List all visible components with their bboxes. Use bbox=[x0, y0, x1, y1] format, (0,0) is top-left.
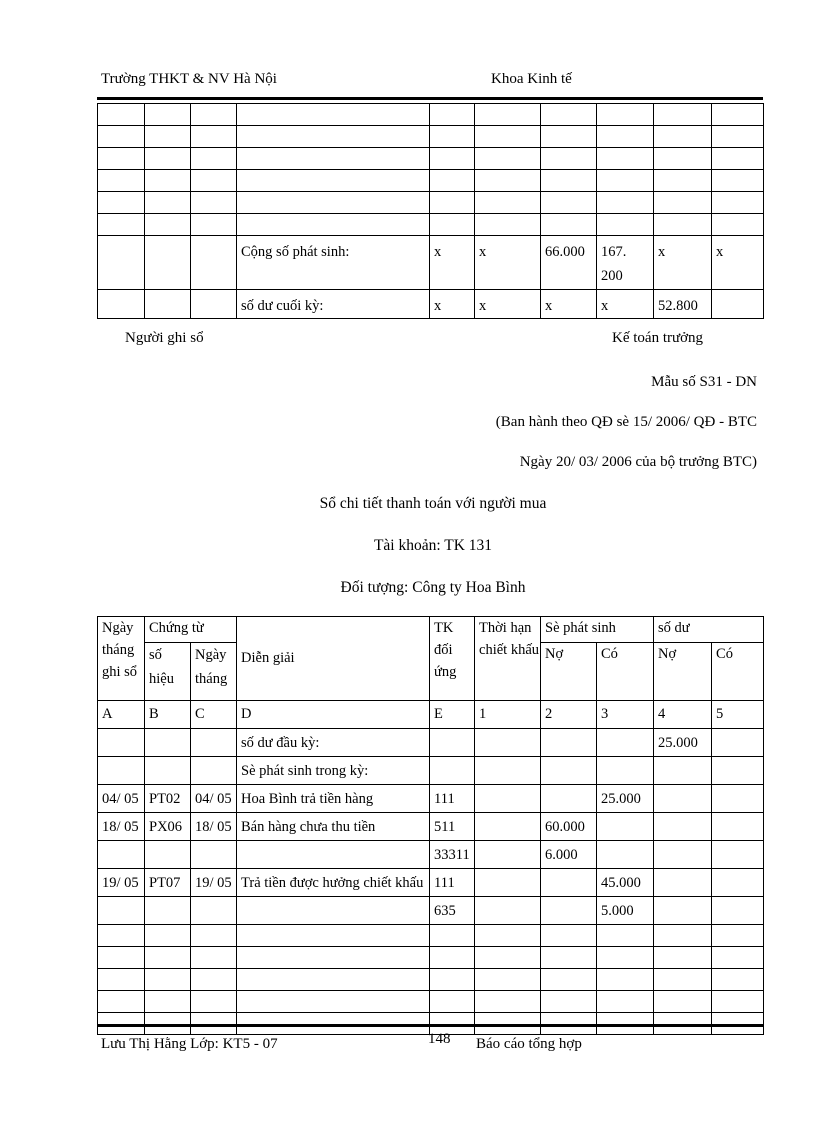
empty-cell bbox=[475, 947, 541, 969]
table-cell bbox=[475, 757, 541, 785]
table-cell: 6.000 bbox=[541, 841, 597, 869]
table-cell: 25.000 bbox=[654, 729, 712, 757]
empty-cell bbox=[541, 969, 597, 991]
table-cell: PT02 bbox=[145, 785, 191, 813]
table-cell bbox=[654, 813, 712, 841]
empty-cell bbox=[191, 148, 237, 170]
upper-empty-row bbox=[98, 104, 764, 126]
page-number: 148 bbox=[428, 1031, 451, 1047]
upper-cell: x bbox=[654, 236, 712, 290]
issuing-date: Ngày 20/ 03/ 2006 của bộ trưởng BTC) bbox=[519, 454, 757, 470]
footer-rule bbox=[97, 1024, 763, 1027]
header-arising-debit: Nợ bbox=[541, 643, 597, 701]
header-voucher: Chứng từ bbox=[145, 617, 237, 643]
upper-cell: 167. 200 bbox=[597, 236, 654, 290]
column-code-cell: 4 bbox=[654, 701, 712, 729]
empty-cell bbox=[237, 148, 430, 170]
table-cell bbox=[145, 757, 191, 785]
empty-cell bbox=[654, 192, 712, 214]
empty-cell bbox=[98, 148, 145, 170]
table-cell bbox=[475, 897, 541, 925]
empty-cell bbox=[145, 925, 191, 947]
column-code-cell: E bbox=[430, 701, 475, 729]
upper-cell: x bbox=[541, 290, 597, 319]
table-cell bbox=[597, 757, 654, 785]
empty-cell bbox=[430, 991, 475, 1013]
empty-cell bbox=[145, 192, 191, 214]
upper-empty-row bbox=[98, 192, 764, 214]
empty-cell bbox=[597, 991, 654, 1013]
empty-cell bbox=[597, 969, 654, 991]
empty-cell bbox=[475, 126, 541, 148]
recorder-signature-label: Người ghi sổ bbox=[125, 330, 204, 346]
empty-cell bbox=[145, 126, 191, 148]
table-cell: 18/ 05 bbox=[191, 813, 237, 841]
empty-cell bbox=[541, 126, 597, 148]
table-row bbox=[98, 897, 764, 925]
table-cell: 19/ 05 bbox=[98, 869, 145, 897]
empty-cell bbox=[98, 192, 145, 214]
empty-cell bbox=[191, 991, 237, 1013]
empty-cell bbox=[712, 192, 764, 214]
empty-cell bbox=[98, 947, 145, 969]
table-cell: Sè phát sinh trong kỳ: bbox=[237, 757, 430, 785]
empty-cell bbox=[237, 969, 430, 991]
header-arising: Sè phát sinh bbox=[541, 617, 654, 643]
empty-cell bbox=[541, 148, 597, 170]
empty-cell bbox=[237, 104, 430, 126]
table-cell bbox=[541, 757, 597, 785]
empty-cell bbox=[541, 947, 597, 969]
upper-cell: x bbox=[475, 236, 541, 290]
table-row bbox=[98, 757, 764, 785]
faculty-name: Khoa Kinh tế bbox=[491, 71, 572, 87]
table-cell: 635 bbox=[430, 897, 475, 925]
upper-cell: x bbox=[597, 290, 654, 319]
empty-cell bbox=[475, 104, 541, 126]
column-code-cell: C bbox=[191, 701, 237, 729]
table-cell bbox=[654, 869, 712, 897]
ledger-title: Sổ chi tiết thanh toán với người mua bbox=[319, 495, 547, 512]
empty-cell bbox=[597, 214, 654, 236]
total-arising-row bbox=[98, 236, 764, 290]
table-cell: Hoa Bình trả tiền hàng bbox=[237, 785, 430, 813]
table-cell: PX06 bbox=[145, 813, 191, 841]
empty-cell bbox=[712, 126, 764, 148]
table-cell bbox=[191, 729, 237, 757]
empty-cell bbox=[597, 170, 654, 192]
header-discount-term: Thời hạn chiết khấu bbox=[475, 617, 541, 701]
table-cell bbox=[98, 729, 145, 757]
empty-cell bbox=[475, 969, 541, 991]
empty-cell bbox=[98, 126, 145, 148]
table-cell bbox=[712, 757, 764, 785]
empty-cell bbox=[475, 991, 541, 1013]
table-cell bbox=[712, 729, 764, 757]
empty-cell bbox=[475, 214, 541, 236]
table-cell bbox=[475, 729, 541, 757]
table-cell bbox=[541, 869, 597, 897]
header-arising-credit: Có bbox=[597, 643, 654, 701]
empty-cell bbox=[541, 214, 597, 236]
table-cell: 5.000 bbox=[597, 897, 654, 925]
column-code-cell: D bbox=[237, 701, 430, 729]
empty-cell bbox=[191, 126, 237, 148]
table-row bbox=[98, 785, 764, 813]
chief-accountant-signature-label: Kế toán trưởng bbox=[612, 330, 704, 346]
table-cell: Bán hàng chưa thu tiền bbox=[237, 813, 430, 841]
empty-cell bbox=[191, 925, 237, 947]
table-cell bbox=[654, 785, 712, 813]
empty-cell bbox=[597, 104, 654, 126]
empty-cell bbox=[237, 170, 430, 192]
empty-cell bbox=[430, 170, 475, 192]
upper-cell: x bbox=[475, 290, 541, 319]
table-cell: 25.000 bbox=[597, 785, 654, 813]
empty-cell bbox=[430, 192, 475, 214]
table-cell bbox=[712, 897, 764, 925]
table-cell bbox=[712, 841, 764, 869]
table-cell bbox=[98, 757, 145, 785]
empty-cell bbox=[98, 991, 145, 1013]
empty-cell bbox=[145, 104, 191, 126]
column-code-row bbox=[98, 701, 764, 729]
table-cell: 04/ 05 bbox=[98, 785, 145, 813]
empty-cell bbox=[654, 947, 712, 969]
empty-cell bbox=[597, 192, 654, 214]
table-row bbox=[98, 729, 764, 757]
empty-cell bbox=[712, 104, 764, 126]
table-cell bbox=[712, 869, 764, 897]
table-row bbox=[98, 813, 764, 841]
empty-cell bbox=[191, 947, 237, 969]
column-code-cell: A bbox=[98, 701, 145, 729]
empty-cell bbox=[654, 969, 712, 991]
empty-cell bbox=[654, 104, 712, 126]
empty-cell bbox=[475, 192, 541, 214]
table-cell bbox=[145, 841, 191, 869]
table-cell: Trả tiền được hưởng chiết khấu bbox=[237, 869, 430, 897]
table-cell: 111 bbox=[430, 869, 475, 897]
column-code-cell: 3 bbox=[597, 701, 654, 729]
table-cell bbox=[430, 729, 475, 757]
header-rule bbox=[97, 97, 763, 100]
empty-cell bbox=[712, 214, 764, 236]
table-cell bbox=[145, 729, 191, 757]
header-date: Ngày tháng ghi sổ bbox=[98, 617, 145, 701]
table-cell bbox=[597, 813, 654, 841]
empty-cell bbox=[597, 925, 654, 947]
empty-cell bbox=[237, 214, 430, 236]
upper-empty-row bbox=[98, 126, 764, 148]
empty-row bbox=[98, 991, 764, 1013]
upper-empty-row bbox=[98, 214, 764, 236]
upper-cell: số dư cuối kỳ: bbox=[237, 290, 430, 319]
table-cell bbox=[237, 897, 430, 925]
table-cell bbox=[191, 897, 237, 925]
footer-author: Lưu Thị Hằng Lớp: KT5 - 07 bbox=[101, 1036, 278, 1052]
table-cell: 45.000 bbox=[597, 869, 654, 897]
empty-cell bbox=[145, 969, 191, 991]
table-cell: 33311 bbox=[430, 841, 475, 869]
header-description: Diễn giải bbox=[237, 617, 430, 701]
form-number: Mẫu số S31 - DN bbox=[651, 374, 757, 390]
table-cell bbox=[98, 841, 145, 869]
empty-cell bbox=[654, 126, 712, 148]
empty-cell bbox=[430, 214, 475, 236]
empty-cell bbox=[654, 991, 712, 1013]
empty-cell bbox=[597, 148, 654, 170]
empty-cell bbox=[597, 947, 654, 969]
empty-cell bbox=[98, 104, 145, 126]
column-code-cell: B bbox=[145, 701, 191, 729]
empty-cell bbox=[712, 969, 764, 991]
table-cell bbox=[597, 729, 654, 757]
empty-cell bbox=[145, 290, 191, 319]
table-cell bbox=[541, 729, 597, 757]
table-cell bbox=[541, 785, 597, 813]
empty-cell bbox=[430, 104, 475, 126]
empty-cell bbox=[191, 969, 237, 991]
empty-cell bbox=[145, 148, 191, 170]
empty-row bbox=[98, 947, 764, 969]
main-ledger-table bbox=[97, 616, 764, 1035]
upper-ledger-table bbox=[97, 103, 764, 319]
table-row bbox=[98, 869, 764, 897]
column-code-cell: 5 bbox=[712, 701, 764, 729]
table-cell bbox=[475, 869, 541, 897]
table-cell bbox=[541, 897, 597, 925]
table-cell: 511 bbox=[430, 813, 475, 841]
empty-cell bbox=[712, 991, 764, 1013]
empty-row bbox=[98, 925, 764, 947]
empty-cell bbox=[430, 947, 475, 969]
header-balance: số dư bbox=[654, 617, 764, 643]
upper-empty-row bbox=[98, 148, 764, 170]
table-row bbox=[98, 841, 764, 869]
table-cell bbox=[712, 785, 764, 813]
empty-cell bbox=[191, 104, 237, 126]
table-cell: 19/ 05 bbox=[191, 869, 237, 897]
empty-cell bbox=[98, 170, 145, 192]
empty-cell bbox=[541, 170, 597, 192]
table-cell: 18/ 05 bbox=[98, 813, 145, 841]
table-cell bbox=[145, 897, 191, 925]
column-code-cell: 2 bbox=[541, 701, 597, 729]
upper-cell: x bbox=[430, 290, 475, 319]
empty-cell bbox=[98, 236, 145, 290]
empty-cell bbox=[597, 126, 654, 148]
ledger-account: Tài khoản: TK 131 bbox=[373, 537, 493, 554]
issuing-decision: (Ban hành theo QĐ sè 15/ 2006/ QĐ - BTC bbox=[495, 414, 757, 430]
empty-cell bbox=[475, 148, 541, 170]
table-cell bbox=[654, 841, 712, 869]
empty-cell bbox=[475, 170, 541, 192]
empty-cell bbox=[430, 925, 475, 947]
header-contra-account: TK đối ứng bbox=[430, 617, 475, 701]
upper-cell: 66.000 bbox=[541, 236, 597, 290]
table-cell: số dư đầu kỳ: bbox=[237, 729, 430, 757]
empty-cell bbox=[191, 192, 237, 214]
upper-empty-row bbox=[98, 170, 764, 192]
table-cell bbox=[654, 757, 712, 785]
empty-cell bbox=[145, 236, 191, 290]
empty-cell bbox=[98, 290, 145, 319]
closing-balance-row bbox=[98, 290, 764, 319]
table-cell: 111 bbox=[430, 785, 475, 813]
upper-cell bbox=[712, 290, 764, 319]
empty-cell bbox=[430, 126, 475, 148]
empty-cell bbox=[145, 170, 191, 192]
upper-cell: x bbox=[430, 236, 475, 290]
table-cell bbox=[712, 813, 764, 841]
upper-cell: x bbox=[712, 236, 764, 290]
empty-cell bbox=[237, 192, 430, 214]
table-cell bbox=[475, 841, 541, 869]
empty-cell bbox=[654, 148, 712, 170]
header-balance-debit: Nợ bbox=[654, 643, 712, 701]
empty-cell bbox=[541, 104, 597, 126]
column-code-cell: 1 bbox=[475, 701, 541, 729]
empty-cell bbox=[191, 290, 237, 319]
empty-cell bbox=[237, 947, 430, 969]
empty-cell bbox=[654, 925, 712, 947]
empty-cell bbox=[237, 925, 430, 947]
table-cell: 04/ 05 bbox=[191, 785, 237, 813]
empty-cell bbox=[191, 214, 237, 236]
empty-cell bbox=[712, 947, 764, 969]
table-cell: 60.000 bbox=[541, 813, 597, 841]
empty-cell bbox=[191, 236, 237, 290]
footer-report-title: Báo cáo tổng hợp bbox=[476, 1036, 582, 1052]
table-cell bbox=[597, 841, 654, 869]
empty-cell bbox=[237, 126, 430, 148]
upper-cell: 52.800 bbox=[654, 290, 712, 319]
table-cell bbox=[98, 897, 145, 925]
empty-cell bbox=[654, 214, 712, 236]
empty-cell bbox=[430, 969, 475, 991]
empty-cell bbox=[237, 991, 430, 1013]
header-balance-credit: Có bbox=[712, 643, 764, 701]
empty-cell bbox=[430, 148, 475, 170]
table-cell bbox=[475, 785, 541, 813]
school-name: Trường THKT & NV Hà Nội bbox=[101, 71, 277, 87]
table-cell bbox=[654, 897, 712, 925]
empty-cell bbox=[191, 170, 237, 192]
empty-cell bbox=[98, 969, 145, 991]
table-cell bbox=[475, 813, 541, 841]
empty-cell bbox=[98, 214, 145, 236]
table-cell: PT07 bbox=[145, 869, 191, 897]
empty-row bbox=[98, 969, 764, 991]
empty-cell bbox=[98, 925, 145, 947]
empty-cell bbox=[712, 925, 764, 947]
table-cell bbox=[430, 757, 475, 785]
table-cell bbox=[191, 757, 237, 785]
header-voucher-number: số hiệu bbox=[145, 643, 191, 701]
ledger-subject: Đối tượng: Công ty Hoa Bình bbox=[340, 579, 526, 596]
empty-cell bbox=[475, 925, 541, 947]
empty-cell bbox=[541, 925, 597, 947]
empty-cell bbox=[541, 192, 597, 214]
header-voucher-date: Ngày tháng bbox=[191, 643, 237, 701]
upper-cell: Cộng số phát sinh: bbox=[237, 236, 430, 290]
empty-cell bbox=[541, 991, 597, 1013]
empty-cell bbox=[145, 947, 191, 969]
empty-cell bbox=[712, 148, 764, 170]
table-cell bbox=[191, 841, 237, 869]
empty-cell bbox=[145, 214, 191, 236]
table-cell bbox=[237, 841, 430, 869]
empty-cell bbox=[145, 991, 191, 1013]
empty-cell bbox=[654, 170, 712, 192]
empty-cell bbox=[712, 170, 764, 192]
